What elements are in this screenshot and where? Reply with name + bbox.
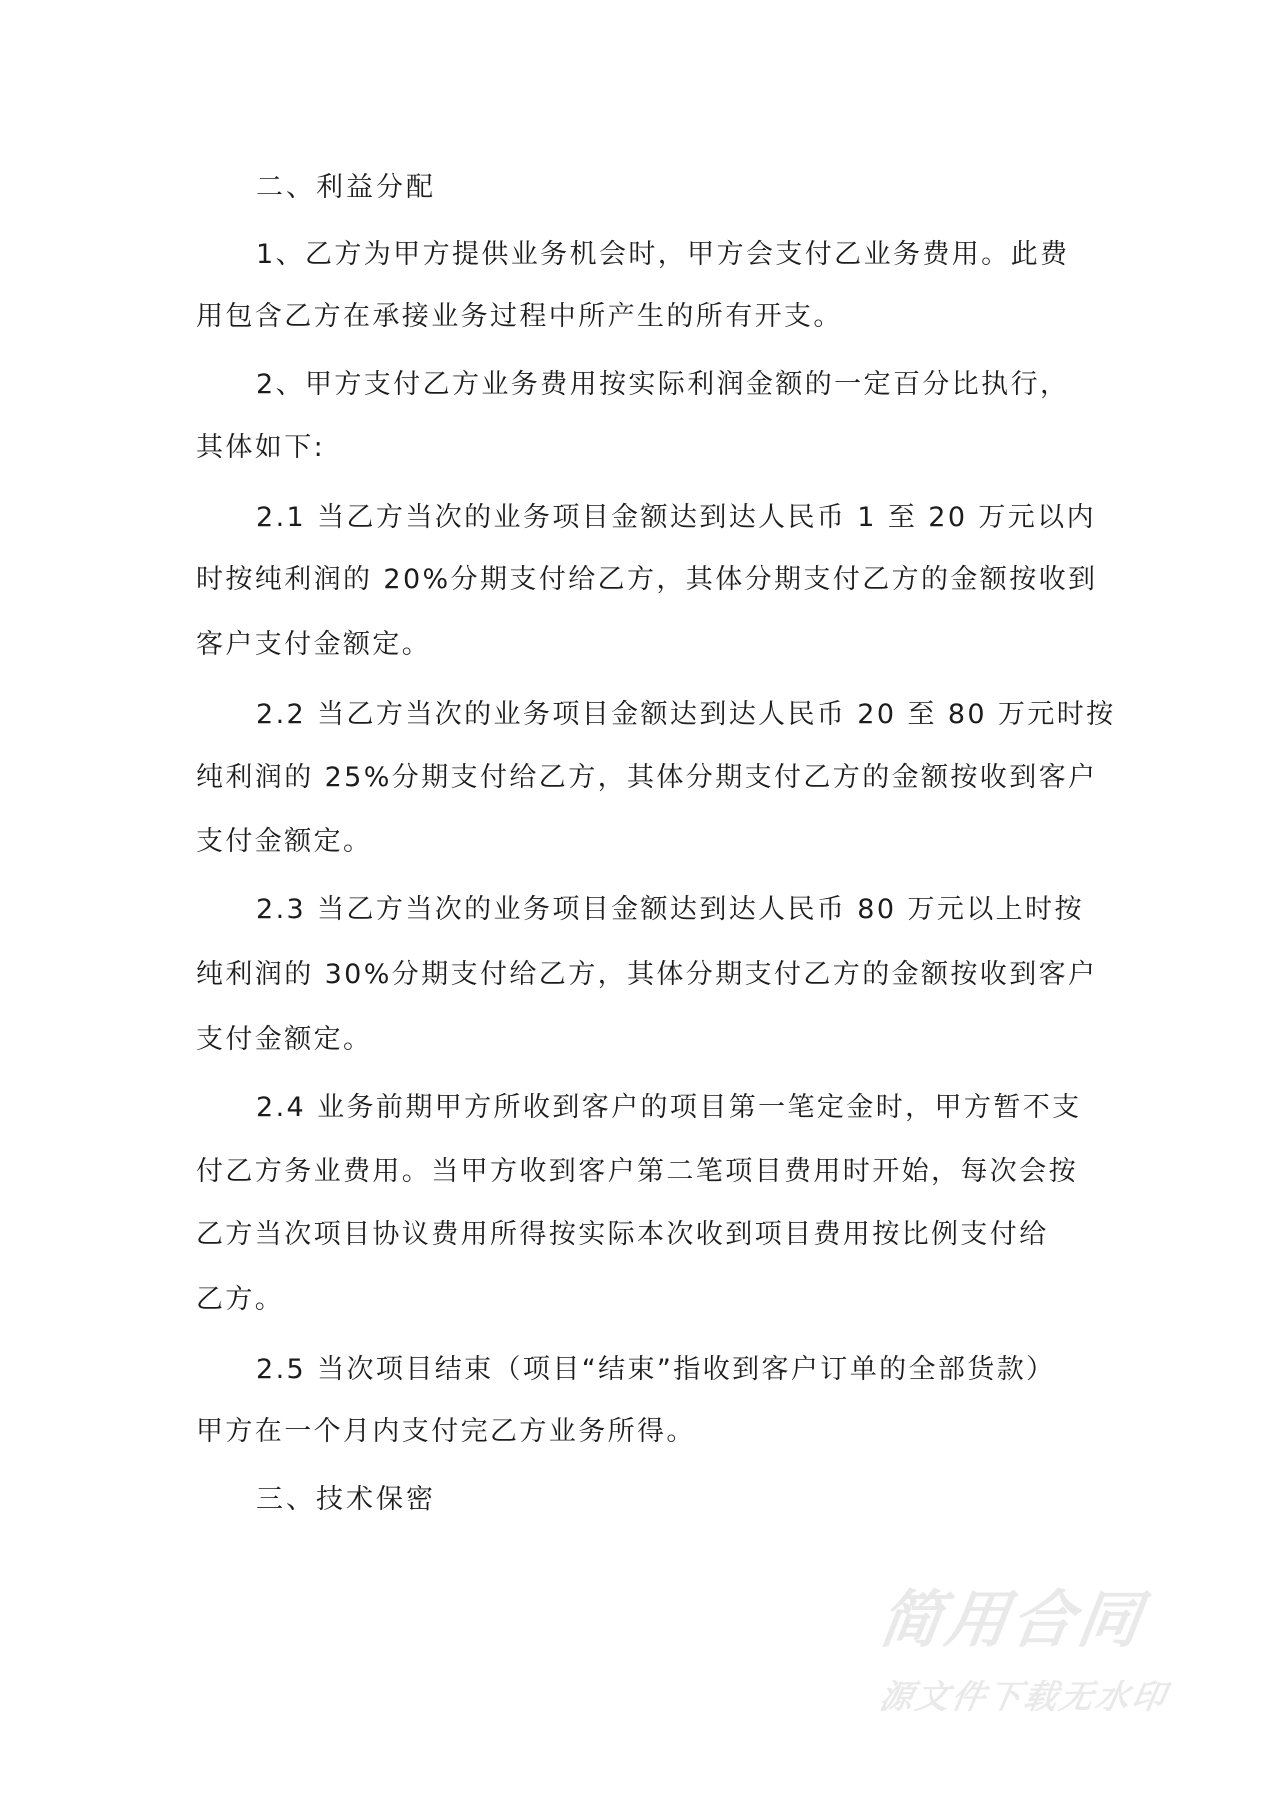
paragraph-line: 客户支付金额定。 [196,629,432,660]
watermark [874,1583,1220,1717]
clause-2-2-line: 2.2 当乙方当次的业务项目金额达到达人民币 20 至 80 万元时按 [256,699,1116,730]
paragraph-line: 纯利润的 30%分期支付给乙方，其体分期支付乙方的金额按收到客户 [196,959,1098,990]
paragraph-line: 甲方在一个月内支付完乙方业务所得。 [196,1416,696,1447]
paragraph-line: 支付金额定。 [196,826,373,857]
clause-2-1-line: 2.1 当乙方当次的业务项目金额达到达人民币 1 至 20 万元以内 [256,502,1096,533]
paragraph-line: 时按纯利润的 20%分期支付给乙方，其体分期支付乙方的金额按收到 [196,564,1098,595]
paragraph-line: 1、乙方为甲方提供业务机会时，甲方会支付乙业务费用。此费 [256,239,1070,270]
paragraph-line: 2、甲方支付乙方业务费用按实际利润金额的一定百分比执行， [256,369,1070,400]
paragraph-line: 支付金额定。 [196,1024,373,1055]
section-heading-technical-confidentiality: 三、技术保密 [256,1484,436,1515]
paragraph-line: 乙方当次项目协议费用所得按实际本次收到项目费用按比例支付给 [196,1219,1049,1250]
section-heading-profit-distribution: 二、利益分配 [256,172,436,203]
watermark-title: 简用合同 [874,1583,1150,1656]
clause-2-4-line: 2.4 业务前期甲方所收到客户的项目第一笔定金时，甲方暂不支 [256,1092,1082,1123]
paragraph-line: 纯利润的 25%分期支付给乙方，其体分期支付乙方的金额按收到客户 [196,762,1098,793]
watermark-subtitle: 源文件下载无水印 [876,1677,1172,1716]
clause-2-3-line: 2.3 当乙方当次的业务项目金额达到达人民币 80 万元以上时按 [256,894,1084,925]
paragraph-line: 用包含乙方在承接业务过程中所产生的所有开支。 [196,301,843,332]
paragraph-line: 付乙方务业费用。当甲方收到客户第二笔项目费用时开始，每次会按 [196,1156,1078,1187]
paragraph-line: 乙方。 [196,1284,285,1315]
paragraph-line: 其体如下: [196,432,326,463]
clause-2-5-line: 2.5 当次项目结束（项目“结束”指收到客户订单的全部货款） [256,1354,1056,1385]
